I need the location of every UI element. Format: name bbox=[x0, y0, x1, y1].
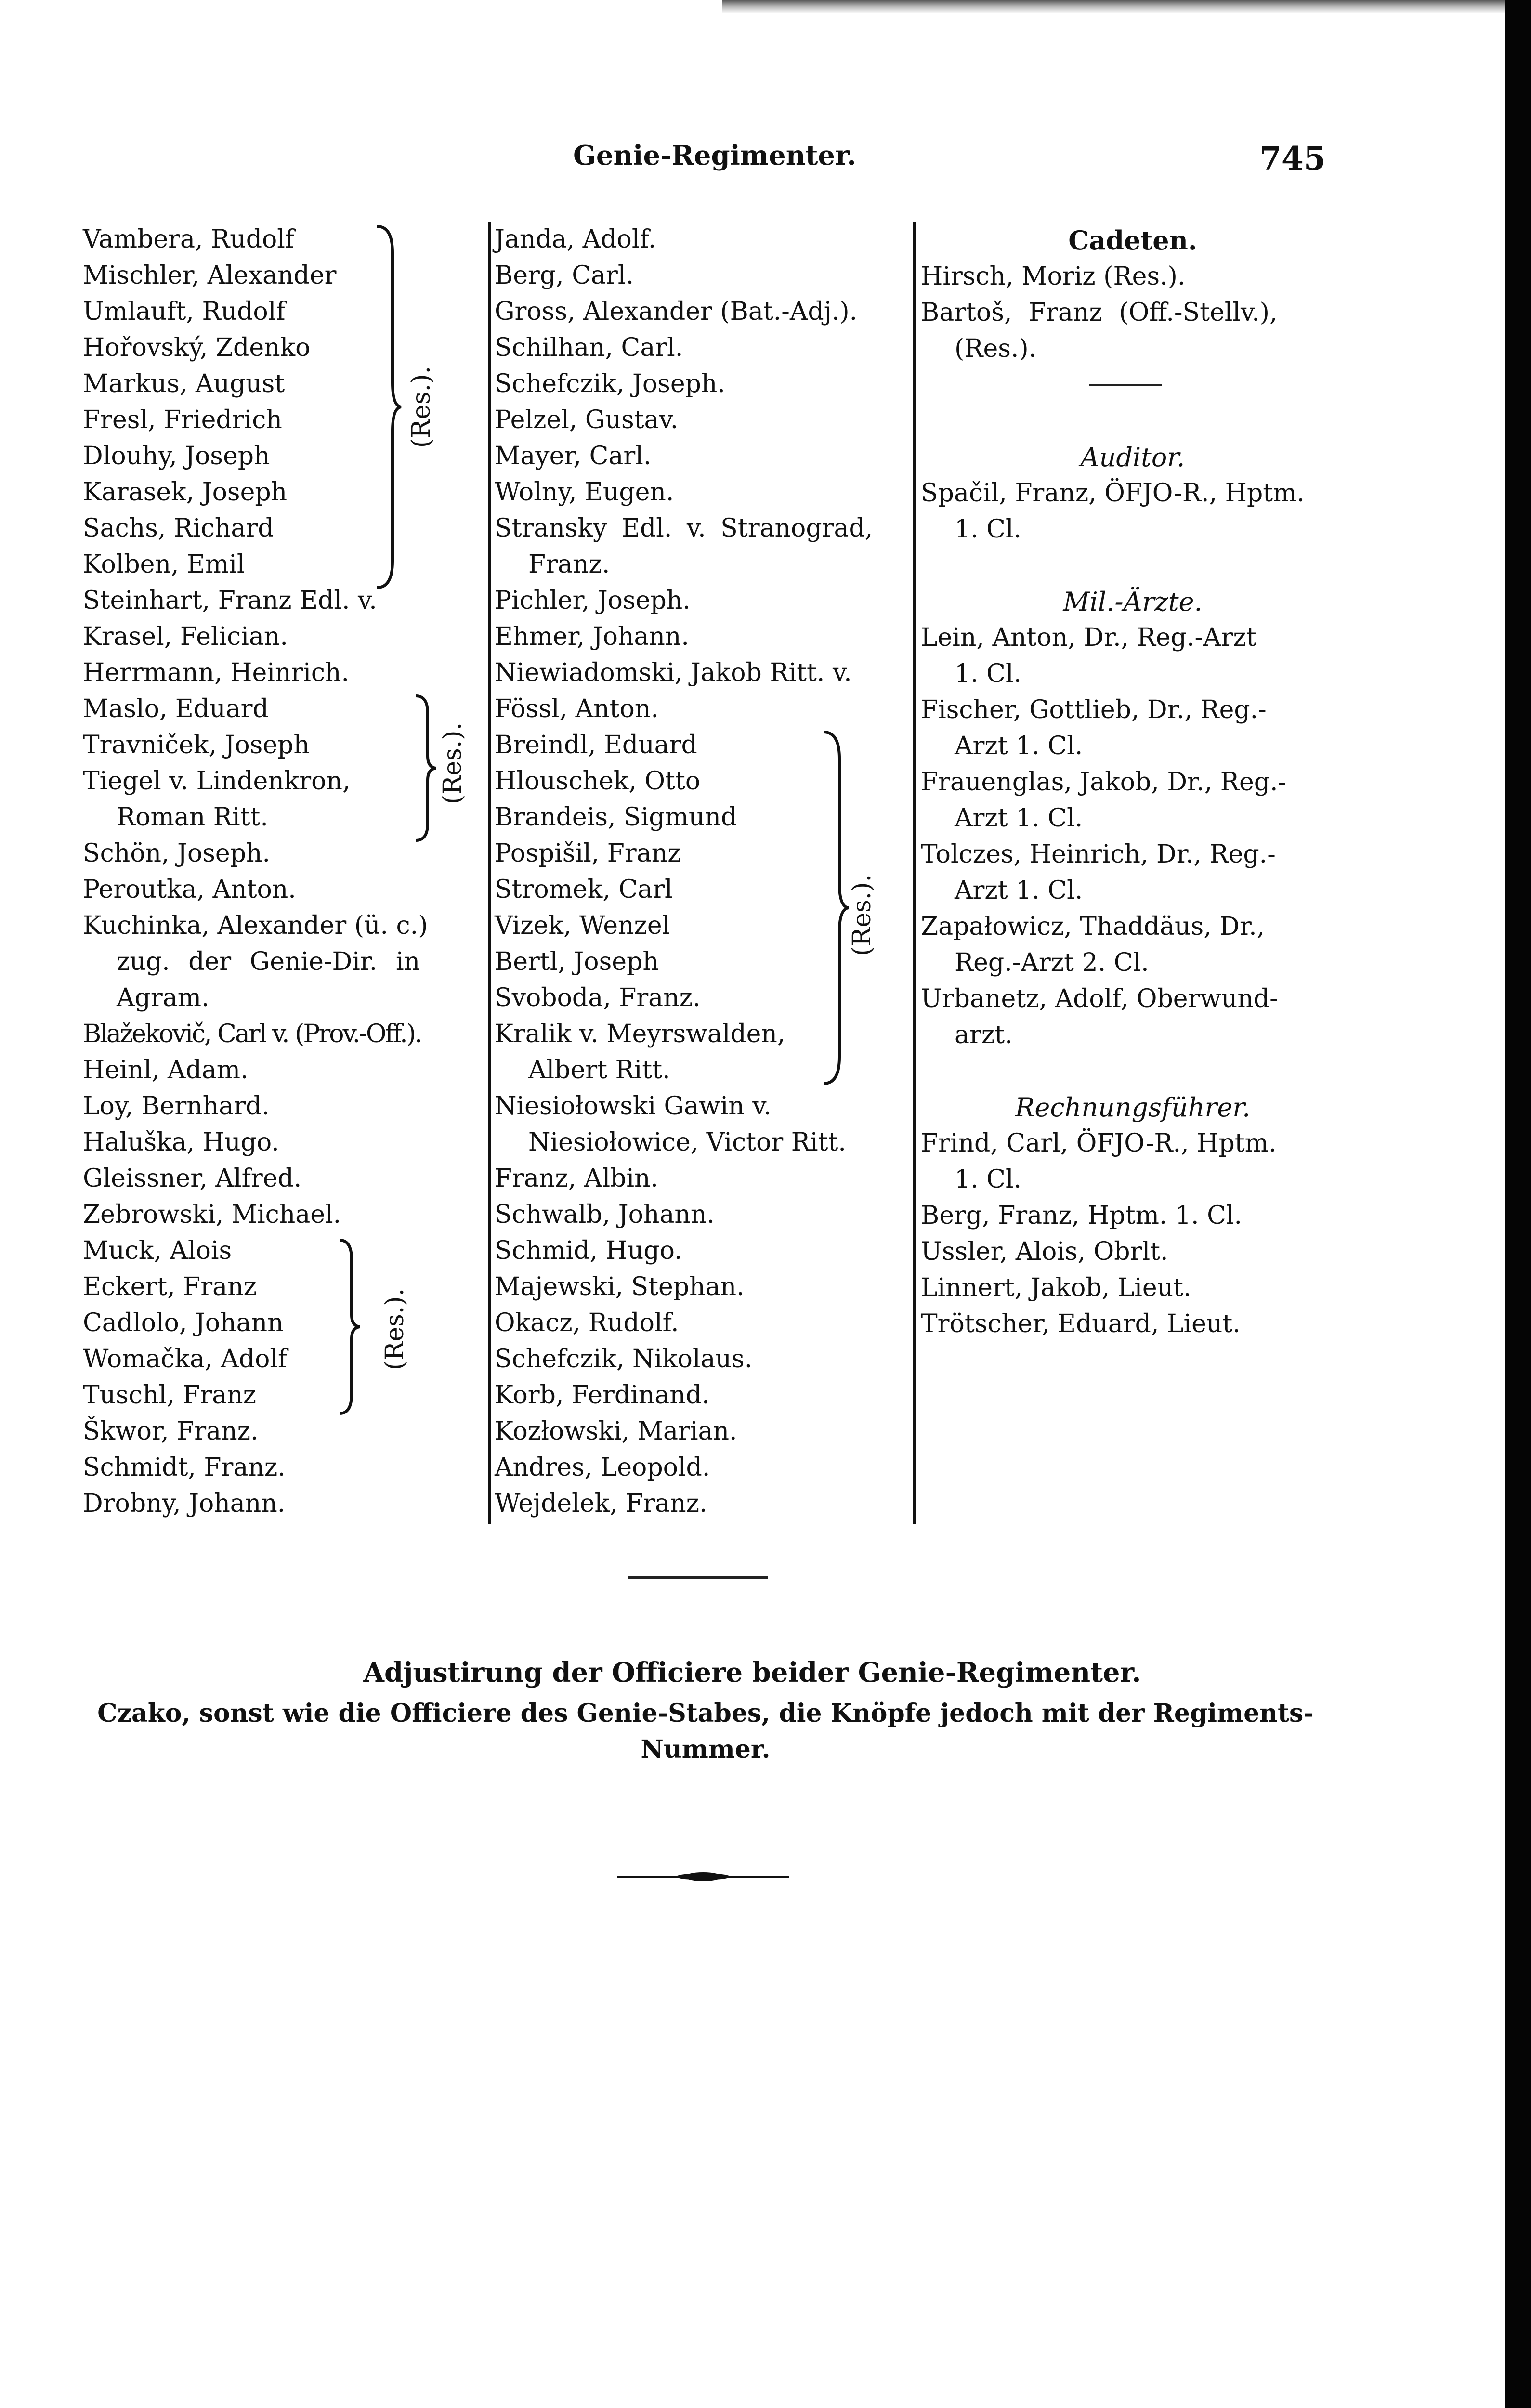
list-item: Lein, Anton, Dr., Reg.-Arzt bbox=[921, 623, 1256, 652]
res-label-1: (Res.). bbox=[407, 366, 436, 448]
column-3 bbox=[921, 222, 1345, 1342]
separator-rule bbox=[628, 1576, 768, 1579]
list-item: Peroutka, Anton. bbox=[83, 875, 296, 904]
list-item: Schön, Joseph. bbox=[83, 839, 271, 868]
list-item: Hirsch, Moriz (Res.). bbox=[921, 262, 1186, 291]
list-item: Bartoš, Franz (Off.-Stellv.), bbox=[921, 298, 1278, 327]
section-heading-mil-aerzte: Mil.-Ärzte. bbox=[1063, 587, 1203, 617]
list-item: Drobny, Johann. bbox=[83, 1489, 286, 1518]
list-item: Wejdelek, Franz. bbox=[495, 1489, 707, 1518]
list-item: Mischler, Alexander bbox=[83, 261, 337, 290]
column-divider-1 bbox=[488, 222, 491, 1524]
list-item: Ehmer, Johann. bbox=[495, 622, 689, 651]
column-divider-2 bbox=[913, 222, 916, 1524]
list-item: Gleissner, Alfred. bbox=[83, 1164, 302, 1193]
list-item: Andres, Leopold. bbox=[495, 1453, 710, 1482]
list-item: Škwor, Franz. bbox=[83, 1417, 259, 1446]
list-item: Fössl, Anton. bbox=[495, 694, 659, 723]
section-heading-auditor: Auditor. bbox=[1080, 442, 1185, 472]
list-item: Zapałowicz, Thaddäus, Dr., bbox=[921, 912, 1265, 941]
list-item: Schefczik, Joseph. bbox=[495, 369, 725, 398]
list-item: Majewski, Stephan. bbox=[495, 1272, 745, 1301]
list-item: Zebrowski, Michael. bbox=[83, 1200, 341, 1229]
list-item: arzt. bbox=[955, 1021, 1013, 1049]
list-item: Berg, Franz, Hptm. 1. Cl. bbox=[921, 1201, 1243, 1230]
list-item: Travniček, Joseph bbox=[83, 731, 310, 759]
list-item: Haluška, Hugo. bbox=[83, 1128, 279, 1157]
section-heading-rechnungsfuehrer: Rechnungsführer. bbox=[1015, 1092, 1251, 1123]
running-title: Genie-Regimenter. bbox=[573, 140, 856, 171]
list-item: Schilhan, Carl. bbox=[495, 333, 683, 362]
list-item: Tolczes, Heinrich, Dr., Reg.- bbox=[921, 840, 1276, 869]
list-item: 1. Cl. bbox=[955, 659, 1022, 688]
list-item: Tuschl, Franz bbox=[83, 1381, 256, 1410]
list-item: Fresl, Friedrich bbox=[83, 406, 282, 434]
list-item: Bertl, Joseph bbox=[495, 947, 659, 976]
list-item: Pichler, Joseph. bbox=[495, 586, 691, 615]
list-item: Loy, Bernhard. bbox=[83, 1092, 270, 1121]
list-item: Roman Ritt. bbox=[117, 803, 268, 832]
list-item: Linnert, Jakob, Lieut. bbox=[921, 1273, 1191, 1302]
list-item: Kralik v. Meyrswalden, bbox=[495, 1020, 785, 1048]
brace-res-group-3 bbox=[337, 1238, 361, 1416]
list-item: Brandeis, Sigmund bbox=[495, 803, 737, 832]
list-item: Hlouschek, Otto bbox=[495, 767, 701, 796]
list-item: Niesiołowice, Victor Ritt. bbox=[528, 1128, 846, 1157]
list-item: Tiegel v. Lindenkron, bbox=[83, 767, 351, 796]
list-item: Pospišil, Franz bbox=[495, 839, 681, 868]
list-item: Dlouhy, Joseph bbox=[83, 442, 270, 471]
list-item: 1. Cl. bbox=[955, 1165, 1022, 1194]
list-item: Albert Ritt. bbox=[528, 1056, 670, 1085]
list-item: Breindl, Eduard bbox=[495, 731, 697, 759]
ornament-icon bbox=[616, 1870, 790, 1884]
adjustierung-text: Czako, sonst wie die Officiere des Genie-Stabes, die Knöpfe jedoch mit der Regiments-Nummer. bbox=[97, 1699, 1314, 1764]
list-item: Vambera, Rudolf bbox=[83, 225, 295, 254]
list-item: Schmidt, Franz. bbox=[83, 1453, 286, 1482]
list-item: Arzt 1. Cl. bbox=[955, 732, 1083, 760]
list-item: Niesiołowski Gawin v. bbox=[495, 1092, 772, 1121]
list-item: Blažekovič, Carl v. (Prov.-Off.). bbox=[83, 1020, 421, 1048]
list-item: zug. der Genie-Dir. in bbox=[117, 947, 420, 976]
list-item: Franz, Albin. bbox=[495, 1164, 659, 1193]
list-item: Korb, Ferdinand. bbox=[495, 1381, 710, 1410]
list-item: Janda, Adolf. bbox=[495, 225, 656, 254]
list-item: Schwalb, Johann. bbox=[495, 1200, 715, 1229]
list-item: Hořovský, Zdenko bbox=[83, 333, 311, 362]
list-item: Frind, Carl, ÖFJO-R., Hptm. bbox=[921, 1129, 1277, 1158]
list-item: Pelzel, Gustav. bbox=[495, 406, 679, 434]
list-item: Trötscher, Eduard, Lieut. bbox=[921, 1309, 1241, 1338]
list-item: Cadlolo, Johann bbox=[83, 1309, 284, 1337]
list-item: Ussler, Alois, Obrlt. bbox=[921, 1237, 1168, 1266]
list-item: Mayer, Carl. bbox=[495, 442, 652, 471]
list-item: Stransky Edl. v. Stranograd, bbox=[495, 514, 873, 543]
list-item: Agram. bbox=[117, 983, 209, 1012]
list-item: Maslo, Eduard bbox=[83, 694, 269, 723]
list-item: Markus, August bbox=[83, 369, 285, 398]
list-item: Okacz, Rudolf. bbox=[495, 1309, 679, 1337]
list-item: Womačka, Adolf bbox=[83, 1345, 288, 1374]
list-item: Karasek, Joseph bbox=[83, 478, 288, 507]
res-label-3: (Res.). bbox=[380, 1288, 409, 1371]
list-item: Sachs, Richard bbox=[83, 514, 274, 543]
scan-right-edge bbox=[1505, 0, 1531, 2408]
list-item: Frauenglas, Jakob, Dr., Reg.- bbox=[921, 768, 1287, 797]
res-label-2: (Res.). bbox=[438, 722, 467, 805]
brace-res-group-1 bbox=[373, 224, 402, 590]
list-item: Muck, Alois bbox=[83, 1236, 232, 1265]
scan-top-edge bbox=[722, 0, 1517, 13]
brace-res-group-2 bbox=[413, 694, 437, 843]
res-label-col2: (Res.). bbox=[848, 874, 877, 956]
list-item: Stromek, Carl bbox=[495, 875, 673, 904]
list-item: Heinl, Adam. bbox=[83, 1056, 249, 1085]
list-item: Gross, Alexander (Bat.-Adj.). bbox=[495, 297, 858, 326]
list-item: Wolny, Eugen. bbox=[495, 478, 674, 507]
page-number: 745 bbox=[1259, 140, 1326, 177]
list-item: Eckert, Franz bbox=[83, 1272, 257, 1301]
list-item: Krasel, Felician. bbox=[83, 622, 288, 651]
list-item: Schmid, Hugo. bbox=[495, 1236, 682, 1265]
list-item: Urbanetz, Adolf, Oberwund- bbox=[921, 984, 1278, 1013]
list-item: Spačil, Franz, ÖFJO-R., Hptm. bbox=[921, 479, 1305, 508]
list-item: Kolben, Emil bbox=[83, 550, 245, 579]
list-item: Steinhart, Franz Edl. v. bbox=[83, 586, 377, 615]
list-item: Arzt 1. Cl. bbox=[955, 804, 1083, 833]
section-divider bbox=[921, 367, 1345, 403]
list-item: Umlauft, Rudolf bbox=[83, 297, 286, 326]
brace-res-group-col2 bbox=[821, 730, 850, 1086]
list-item: Herrmann, Heinrich. bbox=[83, 658, 350, 687]
list-item: Franz. bbox=[528, 550, 610, 579]
list-item: Svoboda, Franz. bbox=[495, 983, 701, 1012]
list-item: Reg.-Arzt 2. Cl. bbox=[955, 948, 1149, 977]
list-item: 1. Cl. bbox=[955, 515, 1022, 544]
list-item: Arzt 1. Cl. bbox=[955, 876, 1083, 905]
list-item: Schefczik, Nikolaus. bbox=[495, 1345, 753, 1374]
list-item: Fischer, Gottlieb, Dr., Reg.- bbox=[921, 695, 1267, 724]
section-heading-cadeten: Cadeten. bbox=[1068, 225, 1197, 256]
list-item: Niewiadomski, Jakob Ritt. v. bbox=[495, 658, 852, 687]
list-item: (Res.). bbox=[955, 334, 1037, 363]
list-item: Kuchinka, Alexander (ü. c.) bbox=[83, 911, 428, 940]
list-item: Kozłowski, Marian. bbox=[495, 1417, 737, 1446]
list-item: Vizek, Wenzel bbox=[495, 911, 670, 940]
adjustierung-title: Adjustirung der Officiere beider Genie-Regimenter. bbox=[363, 1657, 1141, 1688]
list-item: Berg, Carl. bbox=[495, 261, 634, 290]
